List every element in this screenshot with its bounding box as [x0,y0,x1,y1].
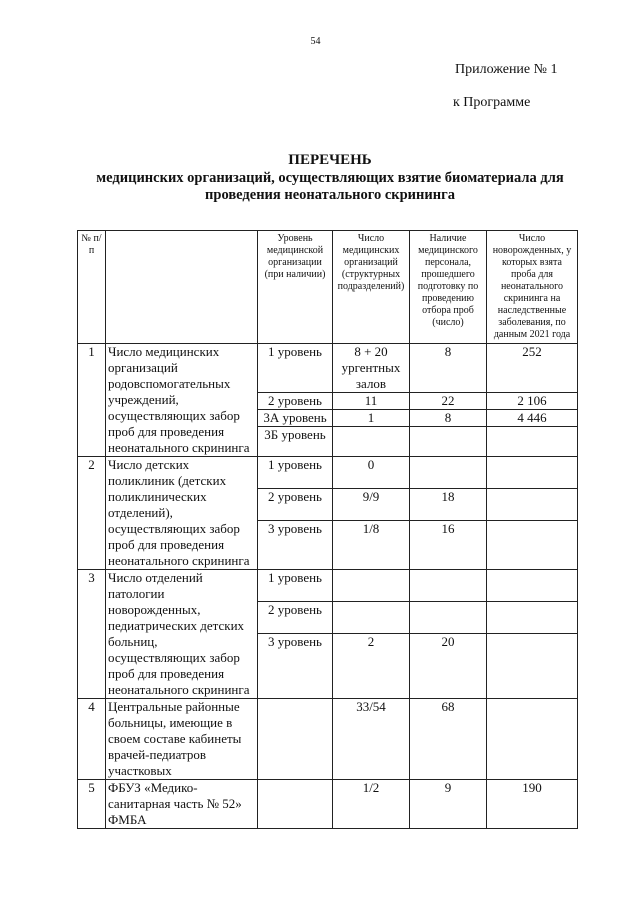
row-level: 3 уровень [258,634,333,699]
appendix-label: Приложение № 1 [455,62,558,77]
row-staff: 8 [410,410,487,427]
row-newborns [487,489,578,521]
row-staff: 16 [410,521,487,570]
row-units: 2 [333,634,410,699]
row-units: 11 [333,393,410,410]
row-units: 1 [333,410,410,427]
header-name [106,231,258,344]
row-level: 2 уровень [258,393,333,410]
header-num: № п/п [78,231,106,344]
row-level: 1 уровень [258,570,333,602]
row-units [333,570,410,602]
row-staff [410,570,487,602]
row-level [258,699,333,780]
row-num: 3 [78,570,106,699]
row-newborns: 2 106 [487,393,578,410]
table-row [78,457,578,489]
row-units: 8 + 20 ургентных залов [333,344,410,393]
row-level: 2 уровень [258,602,333,634]
row-level: 1 уровень [258,344,333,393]
row-units: 1/8 [333,521,410,570]
row-name: ФБУЗ «Медико-санитарная часть № 52» ФМБА [106,780,258,829]
program-label: к Программе [453,95,531,110]
table-row [78,570,578,602]
organizations-table [77,230,578,829]
row-level: 1 уровень [258,457,333,489]
table-row [78,344,578,393]
row-newborns [487,570,578,602]
row-newborns: 252 [487,344,578,393]
table-row [78,699,578,780]
row-newborns [487,634,578,699]
row-staff: 20 [410,634,487,699]
row-name: Число медицинских организаций родовспомогательных учреждений, осуществляющих забор проб для проведения неонатального скрининга [106,344,258,457]
table-header-row [78,231,578,344]
header-level: Уровень медицинской организации (при наличии) [258,231,333,344]
row-units: 9/9 [333,489,410,521]
header-newborns: Число новорожденных, у которых взята проба для неонатального скрининга на наследственные заболевания, по данным 2021 года [487,231,578,344]
row-name: Число детских поликлиник (детских поликлинических отделений), осуществляющих забор проб для проведения неонатального скрининга [106,457,258,570]
row-staff: 18 [410,489,487,521]
row-level: 2 уровень [258,489,333,521]
row-staff [410,602,487,634]
row-newborns: 4 446 [487,410,578,427]
row-newborns [487,521,578,570]
page-number: 54 [310,36,321,47]
row-level [258,780,333,829]
row-level: 3А уровень [258,410,333,427]
row-staff [410,427,487,457]
row-staff: 22 [410,393,487,410]
row-level: 3 уровень [258,521,333,570]
row-units: 1/2 [333,780,410,829]
row-newborns [487,699,578,780]
row-num: 5 [78,780,106,829]
row-name: Центральные районные больницы, имеющие в своем составе кабинеты врачей-педиатров участковых [106,699,258,780]
row-num: 4 [78,699,106,780]
header-staff: Наличие медицинского персонала, прошедшего подготовку по проведению отбора проб (число) [410,231,487,344]
page-subtitle-line-2: проведения неонатального скрининга [205,187,455,203]
row-num: 2 [78,457,106,570]
row-staff: 68 [410,699,487,780]
row-newborns [487,427,578,457]
row-newborns [487,457,578,489]
row-units: 0 [333,457,410,489]
row-newborns: 190 [487,780,578,829]
row-units [333,602,410,634]
row-units [333,427,410,457]
row-staff: 8 [410,344,487,393]
title-block [60,150,600,204]
page-title: ПЕРЕЧЕНЬ [288,152,372,168]
header-units: Число медицинских организаций (структурных подразделений) [333,231,410,344]
table-row [78,780,578,829]
row-staff: 9 [410,780,487,829]
page-subtitle-line-1: медицинских организаций, осуществляющих взятие биоматериала для [96,170,564,186]
row-level: 3Б уровень [258,427,333,457]
row-name: Число отделений патологии новорожденных, педиатрических детских больниц, осуществляющих забор проб для проведения неонатального скрининга [106,570,258,699]
row-num: 1 [78,344,106,457]
row-units: 33/54 [333,699,410,780]
row-newborns [487,602,578,634]
row-staff [410,457,487,489]
